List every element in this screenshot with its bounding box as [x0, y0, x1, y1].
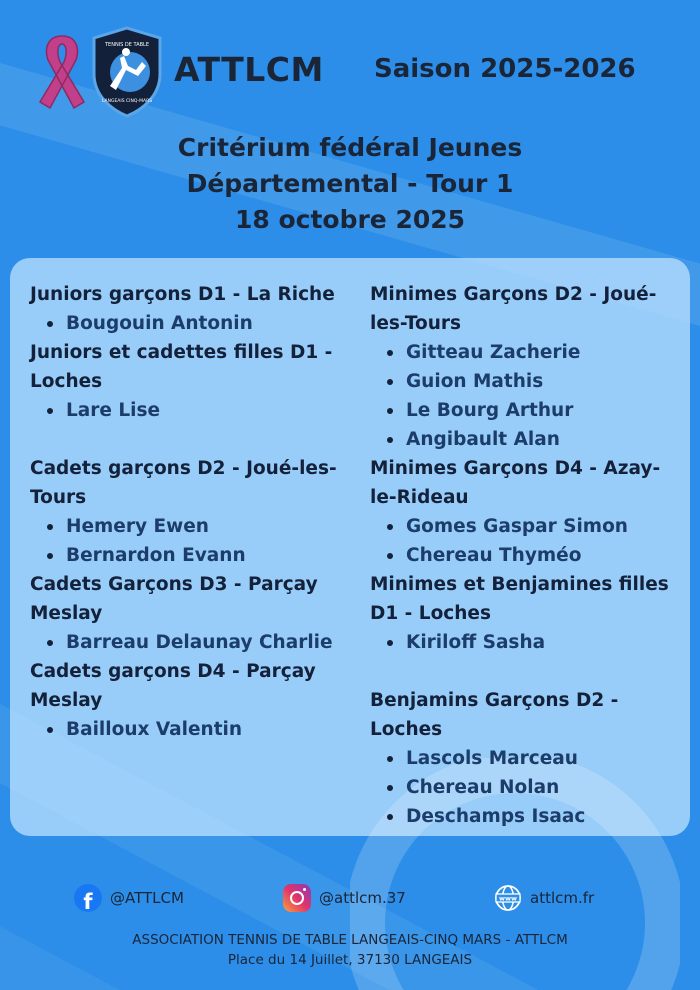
category-heading: Cadets Garçons D3 - Parçay	[30, 574, 318, 595]
category-block	[370, 686, 680, 831]
right-column	[370, 280, 680, 831]
category-block	[370, 570, 680, 657]
player-name: Deschamps Isaac	[370, 802, 680, 831]
player-name: Guion Mathis	[370, 367, 680, 396]
player-list	[30, 628, 350, 657]
category-block	[30, 570, 350, 657]
category-heading: Loches	[370, 719, 443, 740]
facebook-icon: f	[74, 884, 102, 912]
association-address: Place du 14 Juillet, 37130 LANGEAIS	[227, 952, 473, 968]
svg-text:LANGEAIS CINQ-MARS: LANGEAIS CINQ-MARS	[101, 99, 153, 104]
event-date: 18 octobre 2025	[234, 205, 466, 234]
category-heading: Meslay	[30, 603, 103, 624]
player-list	[30, 512, 350, 570]
player-name: Le Bourg Arthur	[370, 396, 680, 425]
spacer	[370, 657, 680, 686]
event-title-line: Critérium fédéral Jeunes	[177, 133, 523, 162]
category-block	[370, 280, 680, 454]
category-heading: Minimes Garçons D4 - Azay-	[370, 458, 661, 479]
social-links	[0, 884, 700, 916]
category-heading: D1 - Loches	[370, 603, 491, 624]
instagram-icon	[283, 884, 311, 912]
awareness-ribbon-icon	[34, 30, 90, 112]
category-heading: Loches	[30, 371, 103, 392]
header	[0, 0, 700, 125]
footer	[0, 930, 700, 970]
player-name: Chereau Nolan	[370, 773, 680, 802]
category-heading: Cadets garçons D2 - Joué-les-	[30, 458, 337, 479]
player-name: Angibault Alan	[370, 425, 680, 454]
player-list	[30, 396, 350, 425]
player-list	[370, 512, 680, 570]
player-list	[30, 309, 350, 338]
category-block	[30, 280, 350, 338]
category-heading: Meslay	[30, 690, 103, 711]
instagram-link[interactable]	[283, 884, 406, 912]
player-name: Kiriloff Sasha	[370, 628, 680, 657]
category-block	[30, 657, 350, 744]
club-logo-icon	[90, 26, 164, 118]
player-name: Bernardon Evann	[30, 541, 350, 570]
category-heading: les-Tours	[370, 313, 462, 334]
player-name: Gomes Gaspar Simon	[370, 512, 680, 541]
svg-text:www: www	[498, 894, 518, 903]
category-block	[30, 454, 350, 570]
player-list	[370, 338, 680, 454]
player-name: Chereau Thyméo	[370, 541, 680, 570]
results-card	[10, 258, 690, 836]
association-name: ASSOCIATION TENNIS DE TABLE LANGEAIS-CINQ MARS - ATTLCM	[132, 932, 568, 948]
category-block	[30, 338, 350, 425]
category-heading: le-Rideau	[370, 487, 469, 508]
category-block	[370, 454, 680, 570]
category-heading: Juniors et cadettes filles D1 -	[30, 342, 333, 363]
spacer	[30, 425, 350, 454]
event-title	[0, 130, 700, 238]
svg-text:TENNIS DE TABLE: TENNIS DE TABLE	[105, 42, 149, 48]
category-heading: Cadets garçons D4 - Parçay	[30, 661, 316, 682]
player-list	[370, 628, 680, 657]
player-name: Lascols Marceau	[370, 744, 680, 773]
player-name: Lare Lise	[30, 396, 350, 425]
event-title-line: Départemental - Tour 1	[186, 169, 514, 198]
player-name: Bougouin Antonin	[30, 309, 350, 338]
website-url: attlcm.fr	[530, 889, 595, 907]
facebook-link[interactable]	[74, 884, 184, 912]
category-heading: Minimes Garçons D2 - Joué-	[370, 284, 657, 305]
player-list	[30, 715, 350, 744]
instagram-handle: @attlcm.37	[319, 889, 406, 907]
left-column	[30, 280, 350, 744]
category-heading: Juniors garçons D1 - La Riche	[30, 284, 335, 305]
player-name: Barreau Delaunay Charlie	[30, 628, 350, 657]
player-name: Gitteau Zacherie	[370, 338, 680, 367]
player-name: Bailloux Valentin	[30, 715, 350, 744]
category-heading: Tours	[30, 487, 87, 508]
player-name: Hemery Ewen	[30, 512, 350, 541]
website-link[interactable]	[494, 884, 594, 912]
season-label: Saison 2025-2026	[374, 54, 636, 84]
facebook-handle: @ATTLCM	[110, 889, 184, 907]
player-list	[370, 744, 680, 831]
club-name: ATTLCM	[174, 50, 324, 89]
category-heading: Minimes et Benjamines filles	[370, 574, 669, 595]
globe-icon	[494, 884, 522, 912]
category-heading: Benjamins Garçons D2 -	[370, 690, 619, 711]
